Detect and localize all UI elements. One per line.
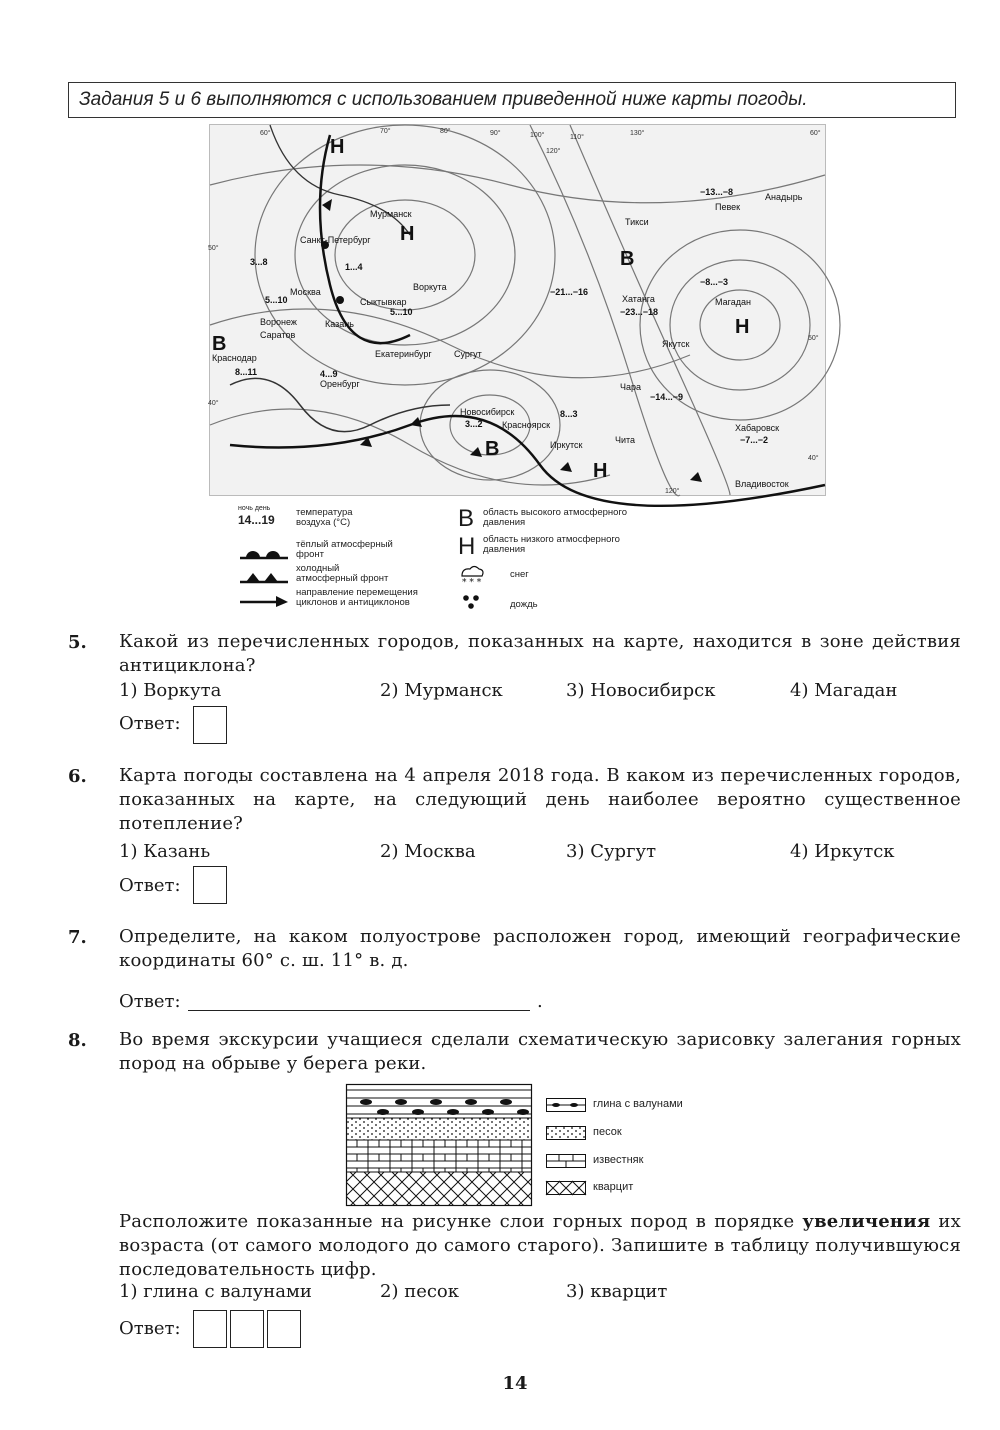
map-city: Хабаровск: [735, 423, 780, 433]
strata-diagram: [346, 1084, 532, 1206]
map-coord-label: 60°: [260, 130, 271, 137]
q7-answer-line[interactable]: [188, 990, 530, 1011]
q5-option-1: 1) Воркута: [119, 680, 222, 701]
map-coord-label: 50°: [208, 245, 219, 252]
map-city: Владивосток: [735, 479, 789, 489]
page-number: 14: [502, 1373, 528, 1394]
map-coord-label: 110°: [570, 134, 584, 141]
q5-option-4: 4) Магадан: [790, 680, 898, 701]
sand-icon: [546, 1125, 586, 1139]
map-coord-label: 100°: [530, 132, 545, 139]
legend-direction: направление перемещения циклонов и антициклонов: [296, 587, 418, 608]
map-coord-label: 40°: [808, 455, 819, 462]
map-city: Красноярск: [502, 420, 551, 430]
map-coord-label: 60°: [810, 130, 821, 137]
map-city: Чара: [620, 382, 642, 392]
map-city: Чита: [615, 435, 636, 445]
q5-option-2: 2) Мурманск: [380, 680, 503, 701]
cold-front-symbol: [240, 568, 288, 580]
map-temp: 1...4: [345, 262, 363, 272]
strata-legend-sand: песок: [593, 1126, 622, 1138]
map-temp: −23...−18: [620, 307, 659, 317]
snow-icon: [458, 564, 486, 586]
map-coord-label: 130°: [630, 130, 645, 137]
legend-low-label: область низкого атмосферного давления: [483, 534, 620, 555]
map-pressure-low-2: Н: [400, 223, 415, 245]
map-city: Певек: [715, 202, 741, 212]
map-temp: −21...−16: [550, 287, 589, 297]
map-temp: 3...8: [250, 257, 268, 267]
strata-legend-clay: глина с валунами: [593, 1098, 683, 1110]
q6-option-1: 1) Казань: [119, 841, 211, 862]
q8-option-2: 2) песок: [380, 1281, 460, 1302]
q7-number: 7.: [68, 927, 87, 948]
limestone-icon: [546, 1153, 586, 1167]
q8-answer-cell-2[interactable]: [230, 1310, 264, 1348]
map-city: Краснодар: [212, 353, 257, 363]
map-coord-label: 50°: [808, 335, 819, 342]
legend-snow: снег: [510, 569, 529, 580]
warm-front-symbol: [240, 544, 288, 556]
map-pressure-low-1: Н: [330, 136, 345, 158]
legend-temp-header: ночь день: [238, 505, 271, 512]
map-temp: 8...3: [560, 409, 578, 419]
q6-number: 6.: [68, 766, 87, 787]
legend-cold-front: холодный атмосферный фронт: [296, 563, 389, 584]
direction-arrow-icon: [240, 592, 288, 604]
q8-answer-cell-1[interactable]: [193, 1310, 227, 1348]
map-city: Екатеринбург: [375, 349, 432, 359]
map-city: Мурманск: [370, 209, 412, 219]
map-city: Оренбург: [320, 379, 360, 389]
strata-legend-limestone: известняк: [593, 1154, 644, 1166]
q7-answer-end: .: [537, 991, 543, 1012]
q8-answer-cell-3[interactable]: [267, 1310, 301, 1348]
q6-option-4: 4) Иркутск: [790, 841, 895, 862]
map-pressure-high-2: В: [212, 333, 227, 355]
map-city: Тикси: [625, 217, 649, 227]
q6-option-3: 3) Сургут: [566, 841, 657, 862]
q7-answer-label: Ответ:: [119, 991, 181, 1012]
q8-option-3: 3) кварцит: [566, 1281, 668, 1302]
map-temp: −14...−9: [650, 392, 684, 402]
q5-answer-box[interactable]: [193, 706, 227, 744]
q8-number: 8.: [68, 1030, 87, 1051]
map-coord-label: 120°: [665, 488, 680, 495]
map-temp: −8...−3: [700, 277, 729, 287]
map-city: Воркута: [413, 282, 447, 292]
strata-legend-quartzite: кварцит: [593, 1181, 634, 1193]
map-coord-label: 70°: [380, 128, 391, 135]
q8-instruction-before: Расположите показанные на рисунке слои горных пород в порядке: [119, 1211, 803, 1232]
map-coord-label: 40°: [208, 400, 219, 407]
map-pressure-low-3: Н: [735, 316, 750, 338]
q8-answer-label: Ответ:: [119, 1318, 181, 1339]
q6-option-2: 2) Москва: [380, 841, 476, 862]
q8-instruction-bold: увеличения: [802, 1211, 931, 1232]
tasks-banner: Задания 5 и 6 выполняются с использованием приведенной ниже карты погоды.: [68, 82, 956, 118]
q6-text: Карта погоды составлена на 4 апреля 2018 года. В каком из перечисленных городов, показанных на карте, на следующий день наиболее вероятно существенное потепление?: [119, 765, 961, 834]
quartzite-icon: [546, 1180, 586, 1194]
map-city: Иркутск: [550, 440, 583, 450]
map-city: Новосибирск: [460, 407, 515, 417]
map-city: Анадырь: [765, 192, 803, 202]
map-city: Саратов: [260, 330, 296, 340]
q5-number: 5.: [68, 632, 87, 653]
map-city: Казань: [325, 319, 354, 329]
map-coord-label: 80°: [440, 128, 451, 135]
legend-rain: дождь: [510, 599, 538, 610]
weather-map-svg: [210, 125, 825, 495]
svg-text:* * *: * * *: [462, 578, 482, 588]
map-city: Хатанга: [622, 294, 655, 304]
map-pressure-low-4: Н: [593, 460, 608, 482]
legend-temp-label: температура воздуха (°С): [296, 507, 353, 528]
map-city: Сургут: [454, 349, 482, 359]
q8-instruction: [119, 1210, 961, 1282]
legend-high-label: область высокого атмосферного давления: [483, 507, 627, 528]
legend-warm-front: тёплый атмосферный фронт: [296, 539, 393, 560]
map-temp: 5...10: [265, 295, 288, 305]
map-temp: 3...2: [465, 419, 483, 429]
q5-option-3: 3) Новосибирск: [566, 680, 716, 701]
weather-map: [209, 124, 826, 496]
map-temp: 4...9: [320, 369, 338, 379]
rain-icon: [462, 593, 484, 611]
legend-temp-sample: 14...19: [238, 513, 275, 527]
q8-instruction-after: их возраста (от самого молодого до самого старого). Запишите в таблицу получившуюся последовательность цифр.: [119, 1211, 961, 1280]
q5-text: Какой из перечисленных городов, показанных на карте, находится в зоне действия антициклона?: [119, 631, 961, 676]
map-temp: 5...10: [390, 307, 413, 317]
map-coord-label: 90°: [490, 130, 501, 137]
map-temp: 8...11: [235, 367, 258, 377]
map-city: Воронеж: [260, 317, 297, 327]
map-temp: −7...−2: [740, 435, 769, 445]
map-temp: −13...−8: [700, 187, 734, 197]
map-coord-label: 120°: [546, 148, 561, 155]
map-pressure-high-1: В: [620, 248, 635, 270]
map-city: Санкт-Петербург: [300, 235, 371, 245]
q8-text: Во время экскурсии учащиеся сделали схематическую зарисовку залегания горных пород на обрыве у берега реки.: [119, 1029, 961, 1074]
legend-high-letter: В: [458, 505, 475, 532]
q8-option-1: 1) глина с валунами: [119, 1281, 312, 1302]
q5-answer-label: Ответ:: [119, 713, 181, 734]
map-pressure-high-3: В: [485, 438, 500, 460]
map-city: Магадан: [715, 297, 751, 307]
q6-answer-label: Ответ:: [119, 875, 181, 896]
q6-answer-box[interactable]: [193, 866, 227, 904]
legend-low-letter: Н: [458, 533, 476, 560]
q7-text: Определите, на каком полуострове расположен город, имеющий географические координаты 60° с. ш. 11° в. д.: [119, 926, 961, 971]
map-city: Москва: [290, 287, 321, 297]
map-city: Якутск: [662, 339, 690, 349]
clay-boulders-icon: [546, 1097, 586, 1111]
map-city: Сыктывкар: [360, 297, 407, 307]
